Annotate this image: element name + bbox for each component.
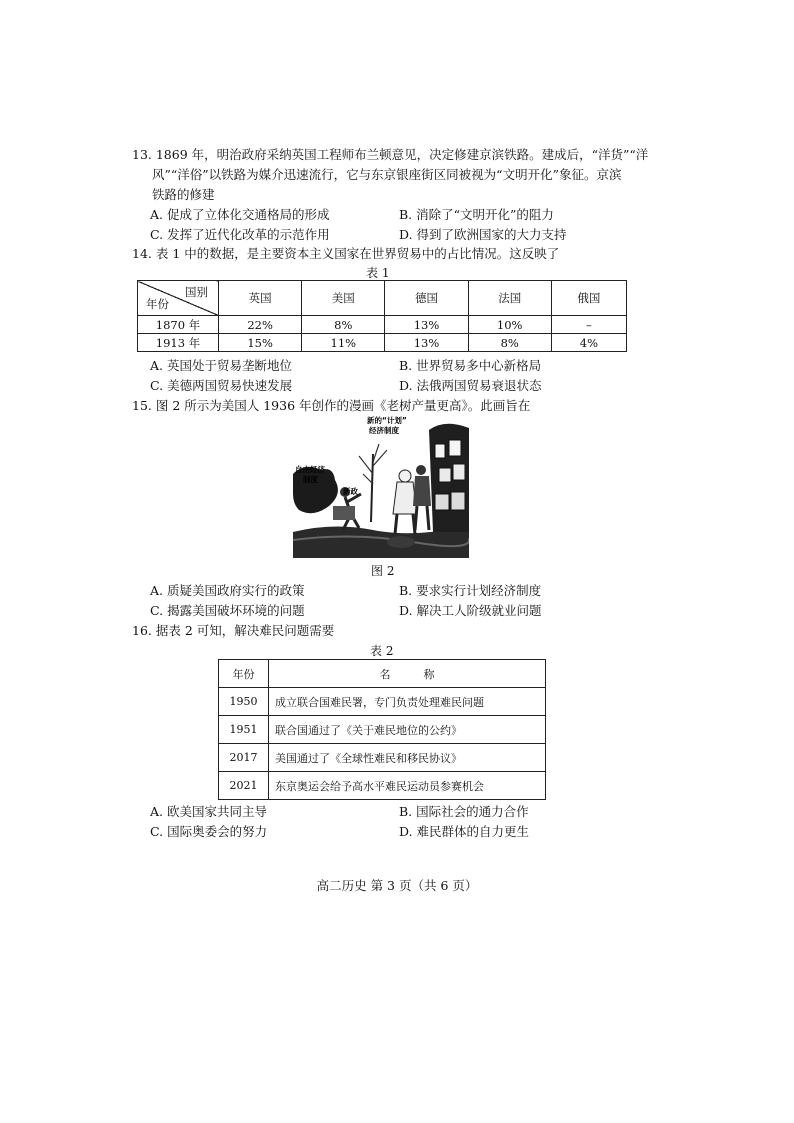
table-row [219, 744, 546, 772]
table-1-cell: 8% [302, 316, 385, 334]
table-2-name-cell: 成立联合国难民署，专门负责处理难民问题 [269, 688, 546, 716]
table-1-year-cell: 1913 年 [138, 334, 219, 352]
table-1-title: 表 1 [366, 266, 390, 280]
table-2-name-cell: 美国通过了《全球性难民和移民协议》 [269, 744, 546, 772]
q16-option-d: D. 难民群体的自力更生 [399, 824, 530, 839]
table-2-header-row [219, 660, 546, 688]
cartoon-label-new-deal: 新政 [343, 487, 358, 496]
table-2-year-cell: 2017 [219, 744, 269, 772]
table-1-col-header: 俄国 [551, 281, 626, 316]
cartoon-label-planned-2: 经济制度 [369, 426, 399, 435]
table-2-header-year: 年份 [219, 660, 269, 688]
table-row [219, 688, 546, 716]
cartoon-label-free-2: 制度 [303, 475, 318, 484]
q15-stem: 15. 图 2 所示为美国人 1936 年创作的漫画《老树产量更高》。此画旨在 [132, 398, 531, 413]
q14-option-d: D. 法俄两国贸易衰退状态 [399, 378, 542, 393]
cartoon-label-planned-1: 新的“计划” [367, 416, 407, 425]
figure-2-caption: 图 2 [371, 564, 395, 578]
table-row [219, 772, 546, 800]
table-1-cell: – [551, 316, 626, 334]
table-row [138, 334, 627, 352]
table-row [219, 716, 546, 744]
q15-option-b: B. 要求实行计划经济制度 [399, 583, 542, 598]
table-2-year-cell: 1951 [219, 716, 269, 744]
table-1-cell: 10% [468, 316, 551, 334]
q16-option-b: B. 国际社会的通力合作 [399, 804, 529, 819]
table-1-cell: 4% [551, 334, 626, 352]
table-2 [218, 659, 546, 800]
table-row [138, 316, 627, 334]
table-1-year-cell: 1870 年 [138, 316, 219, 334]
table-1-col-header: 美国 [302, 281, 385, 316]
q14-stem: 14. 表 1 中的数据，是主要资本主义国家在世界贸易中的占比情况。这反映了 [132, 246, 560, 261]
table-1-cell: 15% [219, 334, 302, 352]
q15-option-d: D. 解决工人阶级就业问题 [399, 603, 542, 618]
table-2-header-name: 名 称 [269, 660, 546, 688]
q14-option-a: A. 英国处于贸易垄断地位 [150, 358, 292, 373]
q13-stem-line-2: 风”“洋俗”以铁路为媒介迅速流行，它与东京银座街区同被视为“文明开化”象征。京滨 [152, 167, 622, 182]
table-2-year-cell: 1950 [219, 688, 269, 716]
q16-stem: 16. 据表 2 可知，解决难民问题需要 [132, 623, 335, 638]
cartoon-old-tree-image [293, 414, 469, 558]
q14-option-c: C. 美德两国贸易快速发展 [150, 378, 293, 393]
table-1-header-row [138, 281, 627, 316]
q13-option-a: A. 促成了立体化交通格局的形成 [150, 207, 330, 222]
table-1-cell: 11% [302, 334, 385, 352]
q13-option-d: D. 得到了欧洲国家的大力支持 [399, 227, 567, 242]
table-2-title: 表 2 [370, 644, 394, 658]
table-2-year-cell: 2021 [219, 772, 269, 800]
cartoon-label-free-1: 自由经济 [295, 465, 325, 474]
q13-stem-line-1: 13. 1869 年，明治政府采纳英国工程师布兰顿意见，决定修建京滨铁路。建成后，“洋货”“洋 [132, 147, 649, 162]
table-2-name-cell: 联合国通过了《关于难民地位的公约》 [269, 716, 546, 744]
q13-option-b: B. 消除了“文明开化”的阻力 [399, 207, 554, 222]
q13-stem-line-3: 铁路的修建 [152, 187, 215, 202]
q14-option-b: B. 世界贸易多中心新格局 [399, 358, 542, 373]
table-1-header-country: 国别 [185, 285, 208, 299]
q15-option-a: A. 质疑美国政府实行的政策 [150, 583, 305, 598]
q13-option-c: C. 发挥了近代化改革的示范作用 [150, 227, 330, 242]
table-2-name-cell: 东京奥运会给予高水平难民运动员参赛机会 [269, 772, 546, 800]
table-1-col-header: 法国 [468, 281, 551, 316]
table-1-cell: 13% [385, 334, 468, 352]
q16-option-a: A. 欧美国家共同主导 [150, 804, 267, 819]
page-footer: 高二历史 第 3 页（共 6 页） [316, 878, 478, 893]
table-1-diagonal-header [138, 281, 219, 316]
table-1-header-year: 年份 [146, 297, 169, 311]
table-1-cell: 22% [219, 316, 302, 334]
table-1 [137, 280, 627, 352]
q15-option-c: C. 揭露美国破坏环境的问题 [150, 603, 305, 618]
table-1-cell: 8% [468, 334, 551, 352]
table-1-col-header: 英国 [219, 281, 302, 316]
table-1-col-header: 德国 [385, 281, 468, 316]
table-1-cell: 13% [385, 316, 468, 334]
q16-option-c: C. 国际奥委会的努力 [150, 824, 268, 839]
